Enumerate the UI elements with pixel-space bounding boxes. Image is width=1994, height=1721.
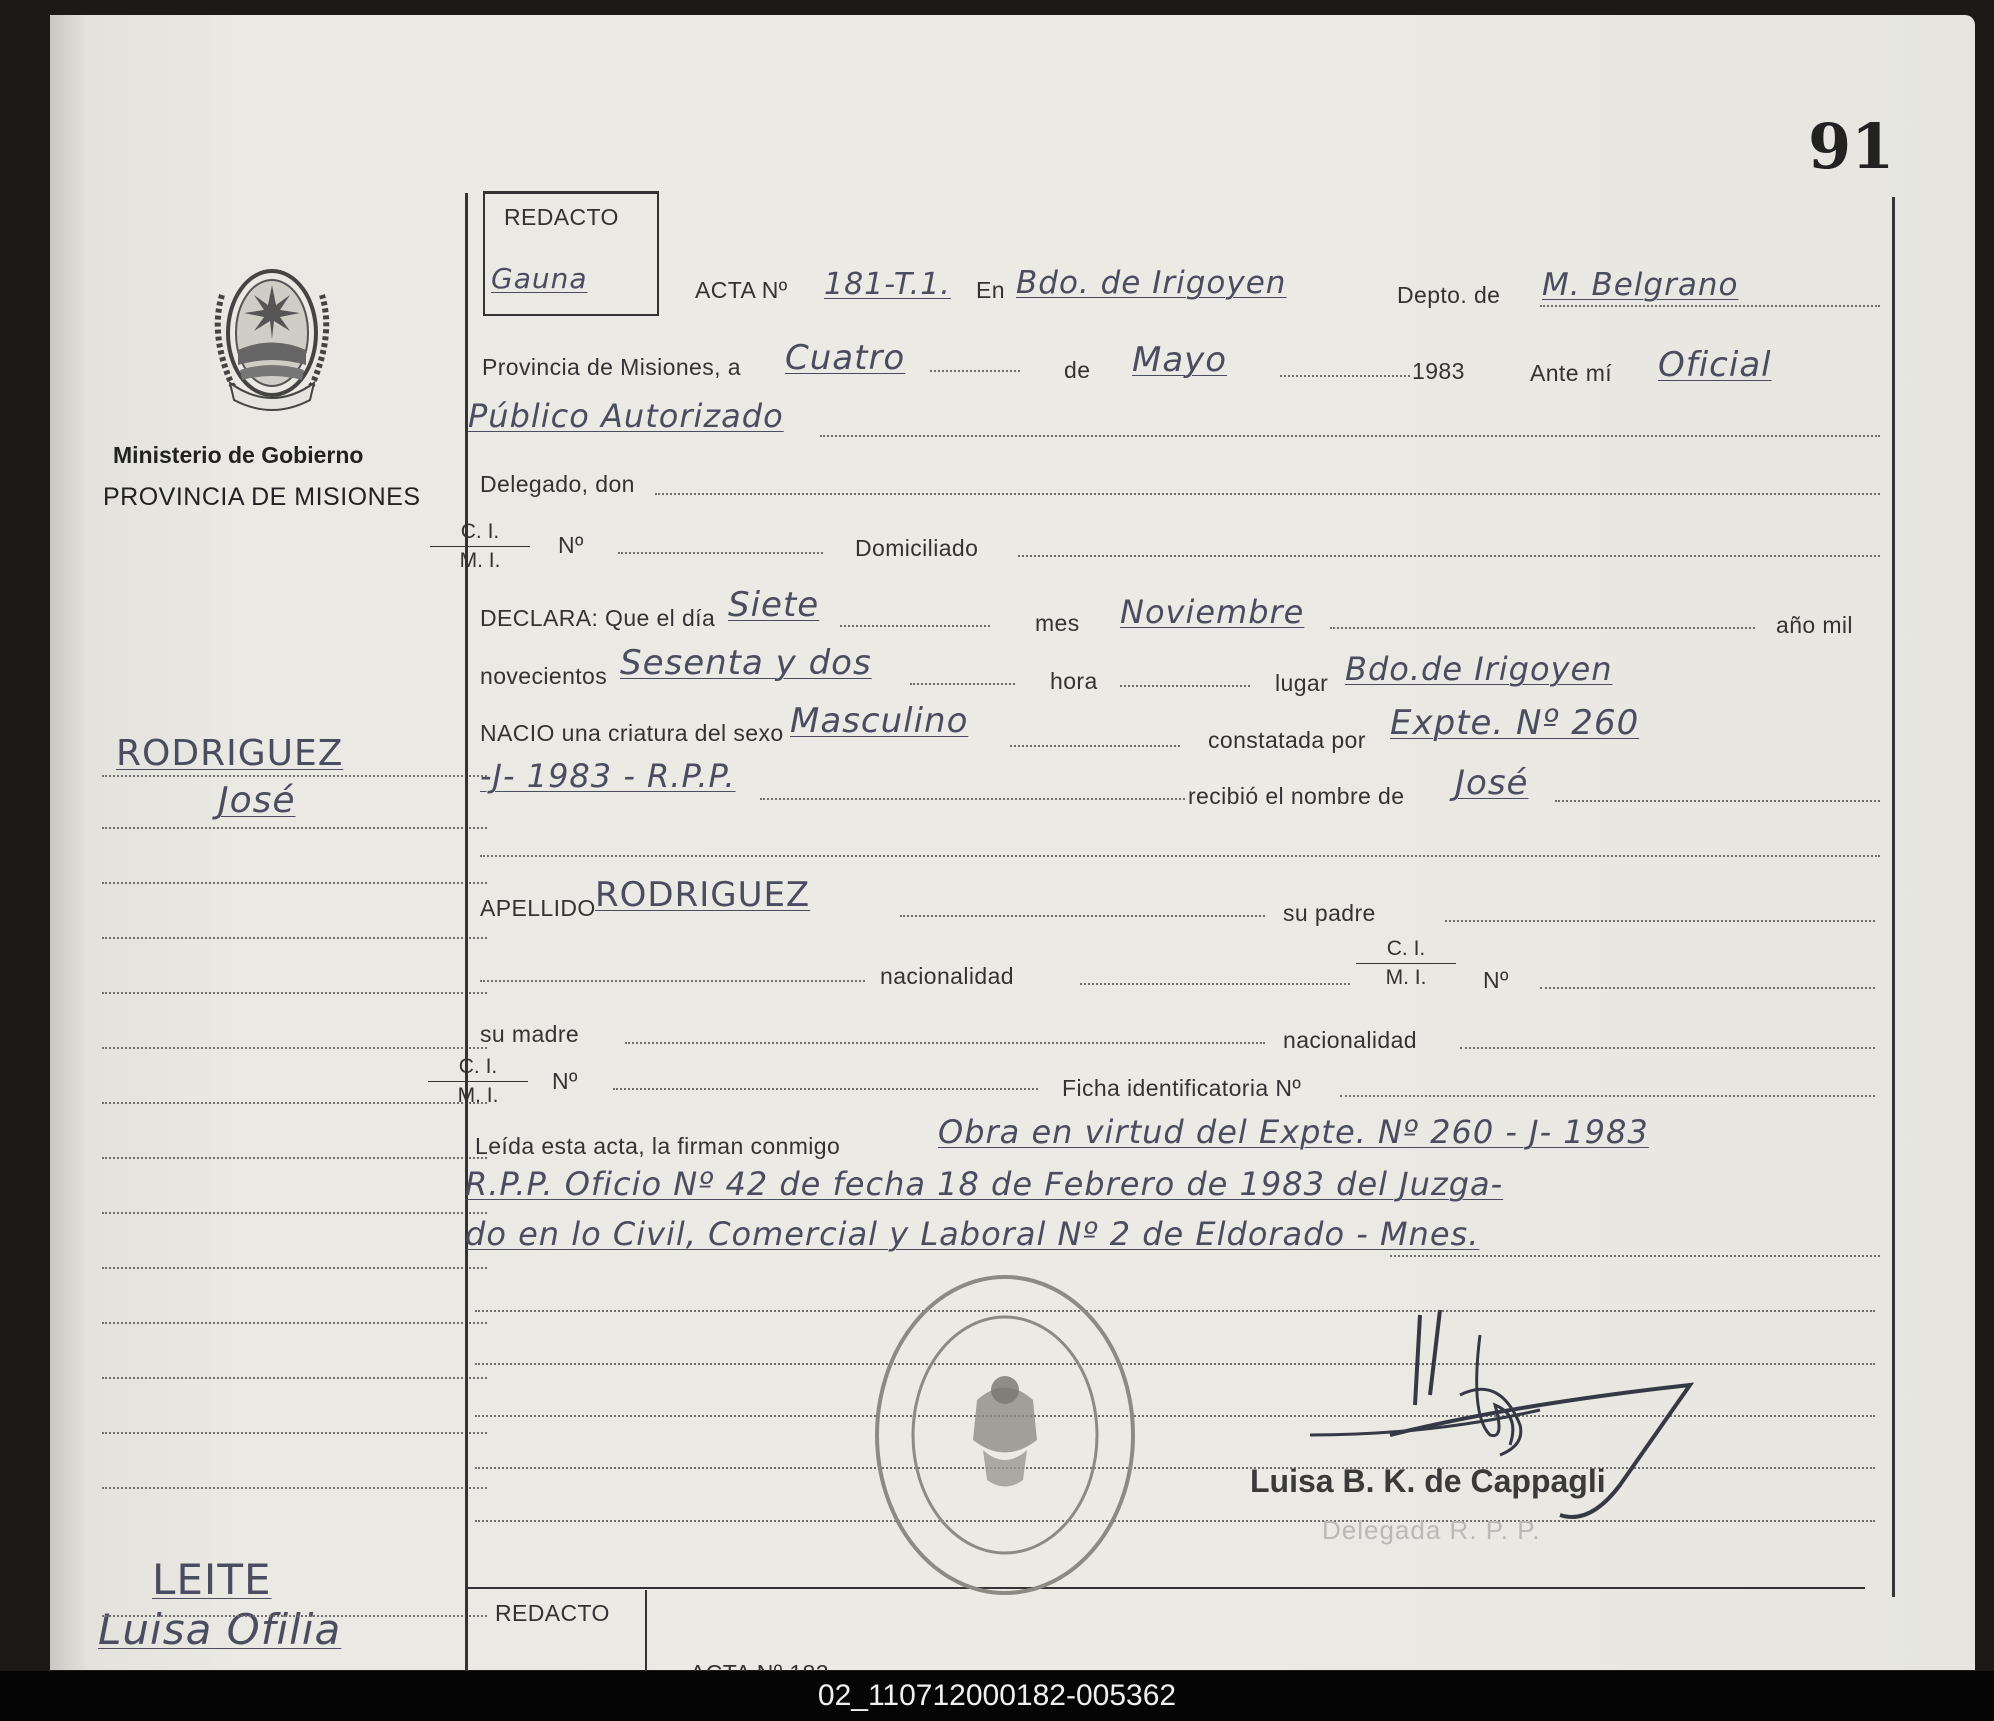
image-id-footer: 02_110712000182-005362	[0, 1671, 1994, 1721]
mes-line	[1330, 627, 1755, 629]
id-type-fraction-3	[428, 1055, 528, 1108]
book-spine	[50, 15, 86, 1670]
annotation-line-3: do en lo Civil, Comercial y Laboral Nº 2 de Eldorado - Mnes.	[465, 1215, 1480, 1253]
margin-line	[102, 1377, 487, 1379]
official-stamp	[865, 1265, 1145, 1610]
province-name: PROVINCIA DE MISIONES	[103, 483, 421, 511]
form-right-border	[1892, 197, 1895, 1597]
margin-line	[102, 1432, 487, 1434]
day-value: Cuatro	[785, 338, 906, 378]
margin-line	[102, 1267, 487, 1269]
form-separator	[465, 1587, 1865, 1589]
margin-surname-2: LEITE	[152, 1555, 272, 1604]
constatada-value-continued: -J- 1983 - R.P.P.	[480, 757, 736, 795]
lugar-value: Bdo.de Irigoyen	[1345, 650, 1613, 688]
nombre-line	[1555, 800, 1880, 802]
margin-line	[102, 1047, 487, 1049]
mes-label: mes	[1035, 610, 1080, 636]
novecientos-line	[910, 683, 1015, 685]
domiciliado-label: Domiciliado	[855, 535, 979, 561]
delegado-label: Delegado, don	[480, 471, 635, 497]
madre-nacionalidad-label: nacionalidad	[1283, 1027, 1417, 1053]
madre-no-line	[613, 1088, 1038, 1090]
margin-line	[102, 827, 487, 829]
ficha-label: Ficha identificatoria Nº	[1062, 1075, 1302, 1101]
mes-value: Noviembre	[1120, 593, 1305, 631]
depto-label: Depto. de	[1397, 282, 1501, 308]
annotation-line-end	[1390, 1255, 1880, 1257]
margin-line	[102, 882, 487, 884]
nombre-line-2	[480, 855, 1880, 857]
constatada-label: constatada por	[1208, 727, 1366, 753]
redacto-box	[483, 191, 659, 316]
constatada-line	[760, 798, 1185, 800]
month-line	[1280, 375, 1410, 377]
ministry-name: Ministerio de Gobierno	[113, 442, 364, 468]
padre-nacionalidad-label: nacionalidad	[880, 963, 1014, 989]
ci-label: C. I.	[428, 1055, 528, 1082]
no-label: Nº	[552, 1068, 578, 1094]
margin-line	[102, 1322, 487, 1324]
delegado-line	[655, 493, 1880, 495]
register-page	[50, 15, 1975, 1670]
declara-day-value: Siete	[728, 585, 820, 625]
novecientos-label: novecientos	[480, 663, 608, 689]
ante-value-continued: Público Autorizado	[468, 397, 784, 435]
annotation-line-2: R.P.P. Oficio Nº 42 de fecha 18 de Febrero de 1983 del Juzga-	[465, 1165, 1504, 1203]
leida-label: Leída esta acta, la firman conmigo	[475, 1133, 841, 1159]
margin-given-name-2: Luisa Ofilia	[98, 1605, 342, 1654]
margin-line	[102, 1157, 487, 1159]
novecientos-value: Sesenta y dos	[620, 643, 872, 683]
province-coat-of-arms-icon	[202, 255, 342, 420]
id-type-fraction-2	[1356, 937, 1456, 990]
margin-line	[102, 1487, 487, 1489]
depto-line	[1540, 305, 1880, 307]
acta-number-value: 181-T.1.	[824, 267, 951, 302]
signatory-title: Delegada R. P. P.	[1322, 1515, 1541, 1545]
padre-line	[1445, 920, 1875, 922]
year-value: 1983	[1412, 358, 1465, 384]
de-label: de	[1064, 357, 1091, 383]
signatory-name: Luisa B. K. de Cappagli	[1250, 1463, 1606, 1499]
day-line	[930, 370, 1020, 372]
constatada-value: Expte. Nº 260	[1390, 703, 1640, 743]
declara-day-line	[840, 625, 990, 627]
padre-no-line	[1540, 987, 1875, 989]
margin-line	[102, 992, 487, 994]
padre-nacionalidad-line	[1080, 983, 1350, 985]
margin-line	[102, 775, 487, 777]
ante-value: Oficial	[1658, 345, 1772, 385]
annotation-line-1: Obra en virtud del Expte. Nº 260 - J- 1983	[938, 1113, 1649, 1151]
madre-nacionalidad-line	[1460, 1047, 1875, 1049]
madre-label: su madre	[480, 1021, 580, 1047]
ante-line	[820, 435, 1880, 437]
mi-label: M. I.	[1385, 966, 1427, 989]
ante-label: Ante mí	[1530, 360, 1613, 386]
no-label: Nº	[1483, 967, 1509, 993]
locality-value: Bdo. de Irigoyen	[1016, 265, 1287, 301]
redacto-label-2: REDACTO	[495, 1600, 610, 1626]
nombre-value: José	[1455, 763, 1529, 803]
no-label: Nº	[558, 532, 584, 558]
lugar-label: lugar	[1275, 670, 1329, 696]
apellido-label: APELLIDO	[480, 895, 596, 921]
no-line	[618, 552, 823, 554]
margin-surname-1: RODRIGUEZ	[116, 733, 344, 774]
redacto-label: REDACTO	[504, 204, 619, 230]
declara-label: DECLARA: Que el día	[480, 605, 716, 631]
madre-line	[625, 1042, 1265, 1044]
padre-name-line	[480, 980, 865, 982]
id-type-fraction-1	[430, 520, 530, 573]
handwritten-signature	[1290, 1285, 1750, 1540]
page-number: 91	[1808, 110, 1895, 183]
ci-label: C. I.	[430, 520, 530, 547]
month-value: Mayo	[1132, 340, 1228, 380]
provincia-label: Provincia de Misiones, a	[482, 354, 741, 380]
sexo-line	[1010, 745, 1180, 747]
depto-value: M. Belgrano	[1542, 267, 1739, 303]
margin-line	[102, 1615, 487, 1617]
redacto-value: Gauna	[491, 262, 588, 295]
ficha-line	[1340, 1095, 1875, 1097]
acta-label: ACTA Nº	[695, 277, 788, 303]
padre-label: su padre	[1283, 900, 1376, 926]
mi-label: M. I.	[459, 549, 501, 572]
ci-label: C. I.	[1356, 937, 1456, 964]
apellido-line	[900, 915, 1265, 917]
sexo-value: Masculino	[790, 701, 969, 741]
margin-line	[102, 937, 487, 939]
apellido-value: RODRIGUEZ	[595, 875, 811, 915]
mi-label: M. I.	[457, 1084, 499, 1107]
hora-label: hora	[1050, 668, 1098, 694]
en-label: En	[976, 277, 1005, 303]
anio-label: año mil	[1776, 612, 1853, 638]
nacio-label: NACIO una criatura del sexo	[480, 720, 784, 746]
margin-given-name-1: José	[218, 780, 296, 821]
margin-line	[102, 1212, 487, 1214]
hora-line	[1120, 685, 1250, 687]
recibio-label: recibió el nombre de	[1188, 783, 1405, 809]
domiciliado-line	[1018, 555, 1880, 557]
